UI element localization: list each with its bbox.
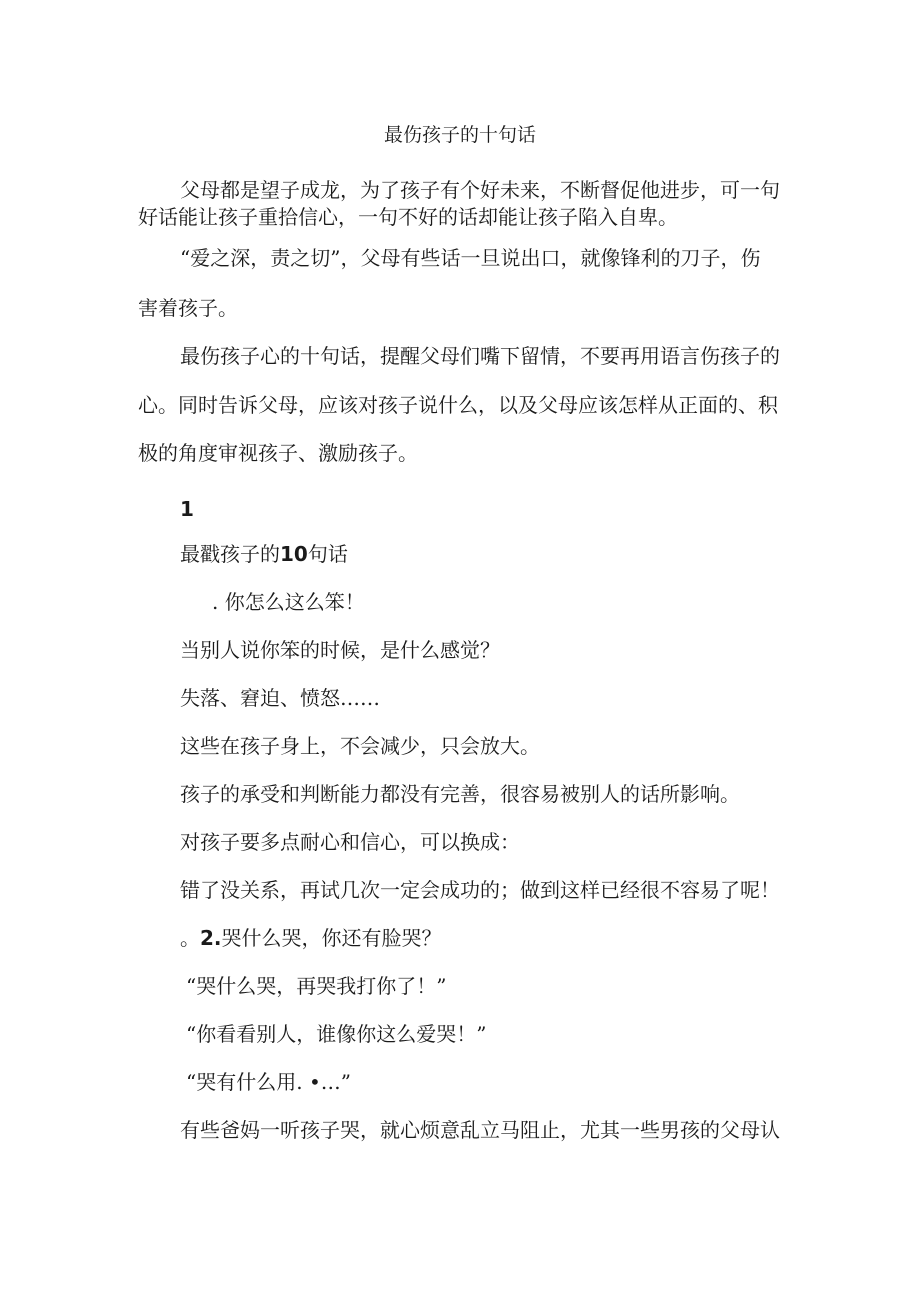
section-heading-number: 10 xyxy=(280,542,308,566)
item2-heading: 哭什么哭，你还有脸哭？ xyxy=(221,926,442,950)
section-number: 1 xyxy=(180,497,194,521)
item1-line-3: 这些在孩子身上，不会减少，只会放大。 xyxy=(180,734,540,758)
para3-line-3: 极的角度审视孩子、激励孩子。 xyxy=(138,441,418,465)
para3-line-1: 最伤孩子心的十句话，提醒父母们嘴下留情，不要再用语言伤孩子的 xyxy=(180,344,780,368)
para2-line-1: “爱之深，责之切”，父母有些话一旦说出口，就像锋利的刀子，伤 xyxy=(180,246,761,270)
section-heading-suffix: 句话 xyxy=(307,542,348,566)
item2-line-2: “你看看别人，谁像你这么爱哭！” xyxy=(186,1022,487,1046)
para3-line-2: 心。同时告诉父母，应该对孩子说什么，以及父母应该怎样从正面的、积 xyxy=(138,393,778,417)
item1-heading: . 你怎么这么笨！ xyxy=(212,590,365,614)
item1-line-5: 对孩子要多点耐心和信心，可以换成： xyxy=(180,830,520,854)
document-title: 最伤孩子的十句话 xyxy=(383,124,536,146)
intro-line-1: 父母都是望子成龙，为了孩子有个好未来，不断督促他进步，可一句 xyxy=(180,178,780,202)
item2-heading-line xyxy=(180,925,442,951)
item1-line-6: 错了没关系，再试几次一定会成功的；做到这样已经很不容易了呢！ xyxy=(180,878,780,902)
item1-line-1: 当别人说你笨的时候，是什么感觉？ xyxy=(180,638,500,662)
item2-number: 2. xyxy=(200,926,222,950)
section-heading xyxy=(180,541,348,567)
item2-line-3: “哭有什么用. •…” xyxy=(186,1070,351,1094)
item2-line-4: 有些爸妈一听孩子哭，就心烦意乱立马阻止，尤其一些男孩的父母认 xyxy=(180,1118,780,1142)
intro-line-2: 好话能让孩子重拾信心，一句不好的话却能让孩子陷入自卑。 xyxy=(138,205,678,229)
item2-prefix: 。 xyxy=(180,926,200,950)
item2-line-1: “哭什么哭，再哭我打你了！” xyxy=(186,974,447,998)
item1-line-2: 失落、窘迫、愤怒…… xyxy=(180,686,380,710)
section-heading-prefix: 最戳孩子的 xyxy=(180,542,280,566)
para2-line-2: 害着孩子。 xyxy=(138,296,238,320)
item1-line-4: 孩子的承受和判断能力都没有完善，很容易被别人的话所影响。 xyxy=(180,782,740,806)
